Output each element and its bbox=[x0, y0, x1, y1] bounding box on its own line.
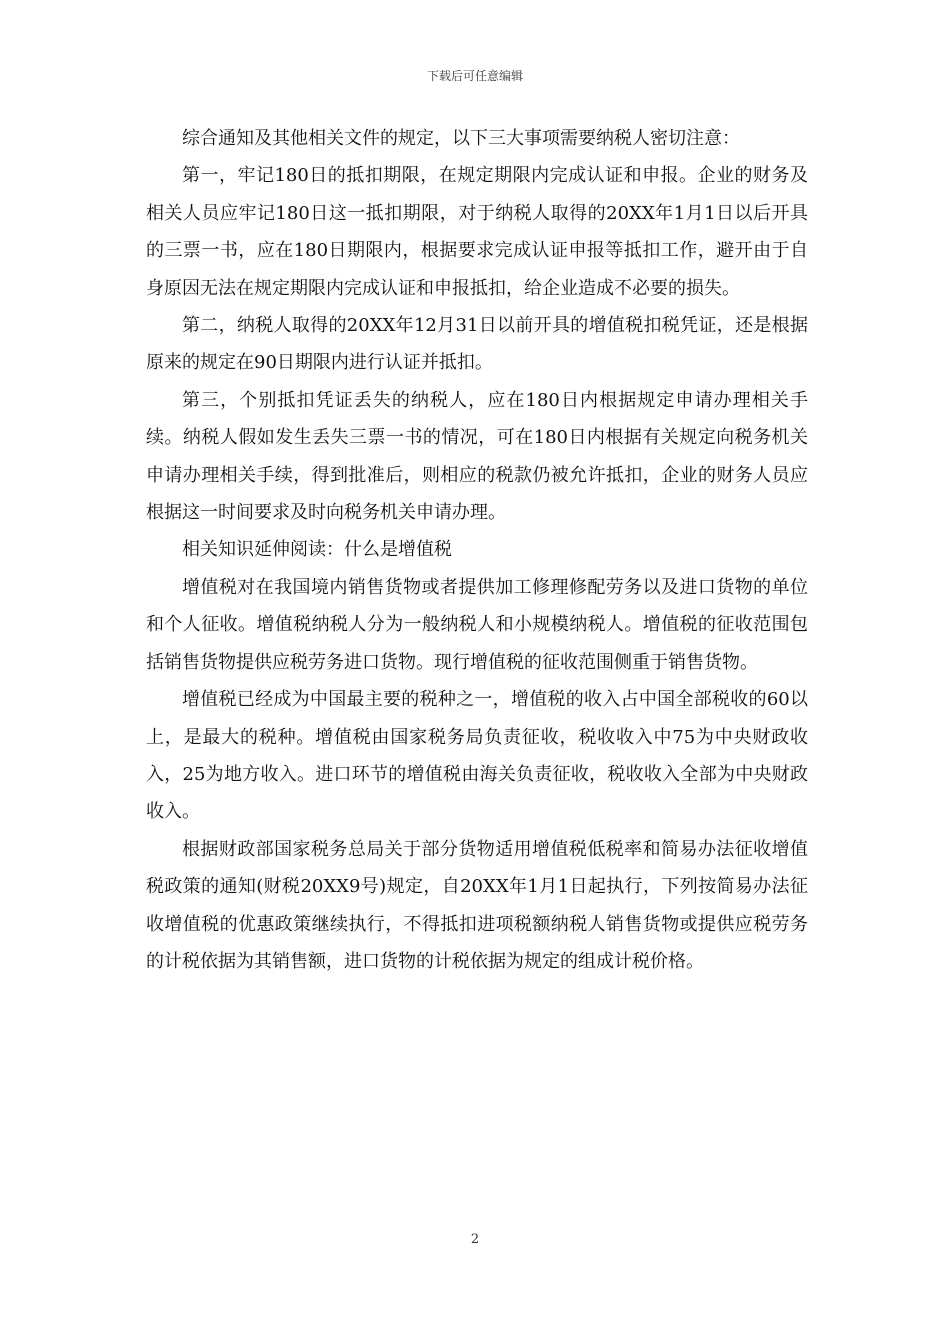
paragraph-vat-importance: 增值税已经成为中国最主要的税种之一，增值税的收入占中国全部税收的60以上，是最大的税种。增值税由国家税务局负责征收，税收收入中75为中央财政收入，25为地方收入。进口环节的增值税由海关负责征收，税收收入全部为中央财政收入。 bbox=[146, 689, 808, 823]
document-body bbox=[146, 120, 808, 980]
paragraph-vat-definition: 增值税对在我国境内销售货物或者提供加工修理修配劳务以及进口货物的单位和个人征收。增值税纳税人分为一般纳税人和小规模纳税人。增值税的征收范围包括销售货物提供应税劳务进口货物。现行增值税的征收范围侧重于销售货物。 bbox=[146, 576, 808, 673]
paragraph-vat-policy: 根据财政部国家税务总局关于部分货物适用增值税低税率和简易办法征收增值税政策的通知(财税20XX9号)规定，自20XX年1月1日起执行，下列按简易办法征收增值税的优惠政策继续执行，不得抵扣进项税额纳税人销售货物或提供应税劳务的计税依据为其销售额，进口货物的计税依据为规定的组成计税价格。 bbox=[146, 838, 808, 972]
paragraph-point-two: 第二，纳税人取得的20XX年12月31日以前开具的增值税扣税凭证，还是根据原来的规定在90日期限内进行认证并抵扣。 bbox=[146, 315, 808, 374]
page-number: 2 bbox=[470, 1232, 480, 1247]
paragraph-point-three: 第三，个别抵扣凭证丢失的纳税人，应在180日内根据规定申请办理相关手续。纳税人假如发生丢失三票一书的情况，可在180日内根据有关规定向税务机关申请办理相关手续，得到批准后，则相应的税款仍被允许抵扣，企业的财务人员应根据这一时间要求及时向税务机关申请办理。 bbox=[146, 389, 808, 524]
section-heading-vat: 相关知识延伸阅读：什么是增值税 bbox=[182, 539, 452, 561]
paragraph-point-one: 第一，牢记180日的抵扣期限，在规定期限内完成认证和申报。企业的财务及相关人员应牢记180日这一抵扣期限，对于纳税人取得的20XX年1月1日以后开具的三票一书，应在180日期限内，根据要求完成认证申报等抵扣工作，避开由于自身原因无法在规定期限内完成认证和申报抵扣，给企业造成不必要的损失。 bbox=[146, 165, 808, 299]
paragraph-intro: 综合通知及其他相关文件的规定，以下三大事项需要纳税人密切注意： bbox=[182, 128, 740, 149]
page-header: 下载后可任意编辑 bbox=[426, 69, 523, 83]
